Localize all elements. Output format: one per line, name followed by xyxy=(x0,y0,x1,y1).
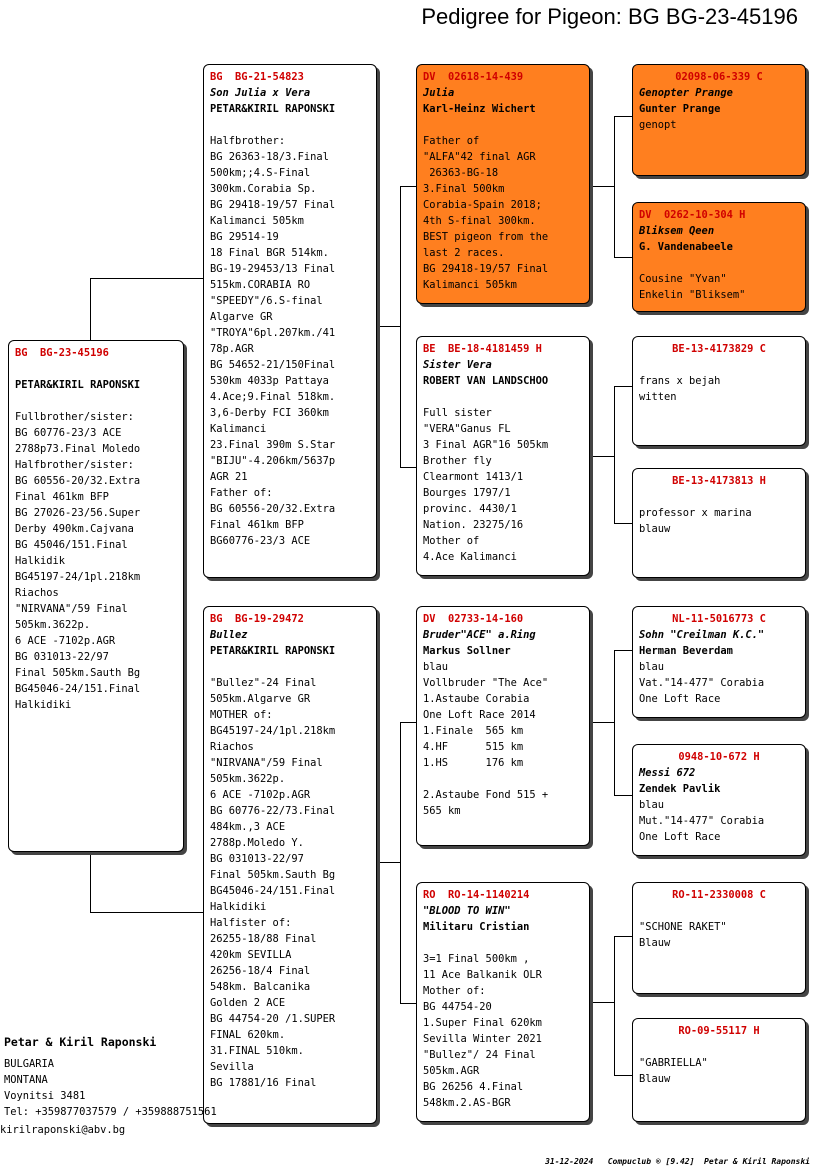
note-line: 26255-18/88 Final xyxy=(210,933,317,945)
note-line: 4th S-final 300km. xyxy=(423,215,536,227)
page-title: Pedigree for Pigeon: BG BG-23-45196 xyxy=(421,4,798,29)
connector xyxy=(590,1002,614,1003)
connector xyxy=(590,722,614,723)
note-line: BG45197-24/1pl.218km xyxy=(210,725,336,737)
note-line: professor x marina xyxy=(639,507,752,519)
breeder-region: MONTANA xyxy=(4,1074,48,1086)
connector xyxy=(614,650,633,796)
note-line: Mother of: xyxy=(423,985,486,997)
sire-sire-sire-ring: 02098-06-339 C xyxy=(675,71,763,83)
note-line: BG 60556-20/32.Extra xyxy=(15,475,141,487)
note-line: 78p.AGR xyxy=(210,343,254,355)
sire-name: Son Julia x Vera xyxy=(210,87,311,99)
note-line: Mother of xyxy=(423,535,480,547)
note-line: blau xyxy=(639,661,665,673)
note-line: 6 ACE -7102p.AGR xyxy=(210,789,311,801)
dam-sire-dam-owner: Zendek Pavlik xyxy=(639,783,721,795)
note-line: Halkidiki xyxy=(15,699,72,711)
sire-card[interactable] xyxy=(203,64,377,578)
note-line: frans x bejah xyxy=(639,375,721,387)
dam-sire-ring: DV 02733-14-160 xyxy=(423,613,524,625)
dam-dam-ring: RO RO-14-1140214 xyxy=(423,889,530,901)
note-line: 500km;;4.S-Final xyxy=(210,167,311,179)
breeder-country: BULGARIA xyxy=(4,1058,55,1070)
note-line: 505km.3622p. xyxy=(210,773,286,785)
note-line xyxy=(423,935,583,951)
note-line: BG60776-23/3 ACE xyxy=(210,535,311,547)
sire-dam-dam-notes xyxy=(639,489,799,537)
dam-dam-sire-card[interactable] xyxy=(632,882,806,994)
dam-sire-card[interactable] xyxy=(416,606,590,846)
note-line: Vollbruder "The Ace" xyxy=(423,677,549,689)
connector xyxy=(614,116,633,258)
note-line: MOTHER of: xyxy=(210,709,273,721)
note-line: 1.Super Final 620km xyxy=(423,1017,542,1029)
breeder-email-wrap xyxy=(0,1122,125,1138)
sire-dam-ring: BE BE-18-4181459 H xyxy=(423,343,542,355)
note-line: One Loft Race xyxy=(639,831,721,843)
note-line: Final 505km.Sauth Bg xyxy=(210,869,336,881)
note-line: BG45046-24/151.Final xyxy=(210,885,336,897)
sire-dam-owner: ROBERT VAN LANDSCHOO xyxy=(423,375,549,387)
note-line: BG 031013-22/97 xyxy=(15,651,109,663)
note-line: "SPEEDY"/6.S-final xyxy=(210,295,323,307)
note-line: blauw xyxy=(639,523,671,535)
dam-dam-sire-notes xyxy=(639,903,799,951)
connector xyxy=(90,278,205,343)
sire-dam-sire-card[interactable] xyxy=(632,336,806,446)
note-line: Brother fly xyxy=(423,455,492,467)
connector xyxy=(90,852,205,913)
note-line: blau xyxy=(423,661,449,673)
note-line: BEST pigeon from the xyxy=(423,231,549,243)
dam-dam-name: "BLOOD TO WIN" xyxy=(423,905,511,917)
note-line: 3,6-Derby FCI 360km xyxy=(210,407,329,419)
sire-sire-ring: DV 02618-14-439 xyxy=(423,71,524,83)
note-line: 26363-BG-18 xyxy=(423,167,499,179)
note-line: Sevilla Winter 2021 xyxy=(423,1033,542,1045)
breeder-info xyxy=(4,1034,217,1120)
note-line: 2788p73.Final Moledo xyxy=(15,443,141,455)
note-line: 420km SEVILLA xyxy=(210,949,292,961)
dam-sire-sire-name: Sohn "Creilman K.C." xyxy=(639,629,765,641)
note-line: Riachos xyxy=(15,587,59,599)
note-line: Final 461km BFP xyxy=(210,519,304,531)
note-line: 4.HF 515 km xyxy=(423,741,524,753)
note-line: BG 26256 4.Final xyxy=(423,1081,524,1093)
sire-ring: BG BG-21-54823 xyxy=(210,71,304,83)
note-line: Fullbrother/sister: xyxy=(15,411,134,423)
note-line xyxy=(639,1039,799,1055)
note-line: Cousine "Yvan" xyxy=(639,273,727,285)
dam-sire-dam-notes xyxy=(639,797,799,845)
note-line: "SCHONE RAKET" xyxy=(639,921,727,933)
note-line xyxy=(639,255,799,271)
subject-owner: PETAR&KIRIL RAPONSKI xyxy=(15,379,141,391)
connector xyxy=(614,936,633,1076)
note-line: 23.Final 390m S.Star xyxy=(210,439,336,451)
note-line: Halkidiki xyxy=(210,901,267,913)
note-line: Corabia-Spain 2018; xyxy=(423,199,542,211)
note-line: "Bullez"/ 24 Final xyxy=(423,1049,536,1061)
note-line: Golden 2 ACE xyxy=(210,997,286,1009)
note-line: 18 Final BGR 514km. xyxy=(210,247,329,259)
sire-sire-sire-name: Genopter Prange xyxy=(639,87,733,99)
note-line: BG 26363-18/3.Final xyxy=(210,151,329,163)
note-line: BG45197-24/1pl.218km xyxy=(15,571,141,583)
note-line: last 2 races. xyxy=(423,247,505,259)
note-line: BG45046-24/151.Final xyxy=(15,683,141,695)
note-line: 505km.3622p. xyxy=(15,619,91,631)
dam-dam-dam-card[interactable] xyxy=(632,1018,806,1122)
sire-dam-dam-card[interactable] xyxy=(632,468,806,578)
note-line: Algarve GR xyxy=(210,311,273,323)
connector xyxy=(590,456,614,457)
dam-name: Bullez xyxy=(210,629,248,641)
sire-notes xyxy=(210,117,370,549)
note-line: BG 44754-20 /1.SUPER xyxy=(210,1013,336,1025)
dam-card[interactable] xyxy=(203,606,377,1124)
note-line: Final 461km BFP xyxy=(15,491,109,503)
note-line: "BIJU"-4.206km/5637p xyxy=(210,455,336,467)
note-line: 3 Final AGR"16 505km xyxy=(423,439,549,451)
sire-sire-dam-name: Bliksem Qeen xyxy=(639,225,715,237)
dam-owner: PETAR&KIRIL RAPONSKI xyxy=(210,645,336,657)
note-line xyxy=(639,903,799,919)
breeder-email[interactable]: kirilraponski@abv.bg xyxy=(0,1124,126,1136)
sire-sire-dam-card[interactable] xyxy=(632,202,806,312)
note-line: Nation. 23275/16 xyxy=(423,519,524,531)
sire-dam-sire-notes xyxy=(639,357,799,405)
note-line: BG 031013-22/97 xyxy=(210,853,304,865)
subject-ring: BG BG-23-45196 xyxy=(15,347,109,359)
note-line: 548km.2.AS-BGR xyxy=(423,1097,511,1109)
connector xyxy=(376,326,400,327)
note-line: 3=1 Final 500km , xyxy=(423,953,530,965)
sire-dam-dam-ring: BE-13-4173813 H xyxy=(672,475,766,487)
connector xyxy=(400,186,417,468)
note-line: Riachos xyxy=(210,741,254,753)
dam-ring: BG BG-19-29472 xyxy=(210,613,304,625)
dam-sire-dam-name: Messi 672 xyxy=(639,767,696,779)
dam-dam-owner: Militaru Cristian xyxy=(423,921,530,933)
note-line xyxy=(15,393,177,409)
dam-sire-notes xyxy=(423,659,583,819)
sire-sire-card[interactable] xyxy=(416,64,590,304)
note-line: "NIRVANA"/59 Final xyxy=(15,603,128,615)
connector xyxy=(614,386,633,524)
note-line: Father of xyxy=(423,135,480,147)
dam-sire-sire-owner: Herman Beverdam xyxy=(639,645,733,657)
note-line: "ALFA"42 final AGR xyxy=(423,151,536,163)
note-line: 1.HS 176 km xyxy=(423,757,524,769)
note-line: genopt xyxy=(639,119,677,131)
breeder-phone: Tel: +359877037579 / +359888751561 xyxy=(4,1106,217,1118)
note-line: "Bullez"-24 Final xyxy=(210,677,317,689)
note-line: Clearmont 1413/1 xyxy=(423,471,524,483)
note-line: Kalimanci 505km xyxy=(210,215,304,227)
note-line: Kalimanci xyxy=(210,423,267,435)
note-line: 3.Final 500km xyxy=(423,183,505,195)
note-line: BG 60776-23/3 ACE xyxy=(15,427,122,439)
note-line: 31.FINAL 510km. xyxy=(210,1045,304,1057)
note-line: 2.Astaube Fond 515 + xyxy=(423,789,549,801)
dam-sire-name: Bruder"ACE" a.Ring xyxy=(423,629,536,641)
connector xyxy=(376,862,400,863)
note-line: 1.Finale 565 km xyxy=(423,725,524,737)
subject-card[interactable] xyxy=(8,340,184,852)
dam-dam-card[interactable] xyxy=(416,882,590,1122)
note-line xyxy=(423,117,583,133)
dam-sire-owner: Markus Sollner xyxy=(423,645,511,657)
sire-sire-notes xyxy=(423,117,583,293)
note-line: 548km. Balcanika xyxy=(210,981,311,993)
note-line: 4.Ace Kalimanci xyxy=(423,551,517,563)
note-line: Halfister of: xyxy=(210,917,292,929)
note-line: 300km.Corabia Sp. xyxy=(210,183,317,195)
dam-dam-notes xyxy=(423,935,583,1111)
dam-sire-dam-ring: 0948-10-672 H xyxy=(678,751,760,763)
sire-sire-dam-notes xyxy=(639,255,799,303)
note-line: Blauw xyxy=(639,937,671,949)
note-line: provinc. 4430/1 xyxy=(423,503,517,515)
note-line: BG 29514-19 xyxy=(210,231,279,243)
dam-sire-dam-card[interactable] xyxy=(632,744,806,856)
sire-sire-name: Julia xyxy=(423,87,455,99)
note-line: Father of: xyxy=(210,487,273,499)
sire-dam-name: Sister Vera xyxy=(423,359,492,371)
sire-sire-sire-card[interactable] xyxy=(632,64,806,176)
connector xyxy=(590,186,614,187)
note-line: Kalimanci 505km xyxy=(423,279,517,291)
note-line: BG 54652-21/150Final xyxy=(210,359,336,371)
note-line: Halfbrother: xyxy=(210,135,286,147)
breeder-city: Voynitsi 3481 xyxy=(4,1090,86,1102)
note-line: Final 505km.Sauth Bg xyxy=(15,667,141,679)
dam-sire-sire-card[interactable] xyxy=(632,606,806,718)
note-line xyxy=(423,389,583,405)
note-line: 26256-18/4 Final xyxy=(210,965,311,977)
sire-sire-owner: Karl-Heinz Wichert xyxy=(423,103,536,115)
note-line: BG 17881/16 Final xyxy=(210,1077,317,1089)
dam-dam-sire-ring: RO-11-2330008 C xyxy=(672,889,766,901)
note-line: "VERA"Ganus FL xyxy=(423,423,511,435)
note-line: BG 45046/151.Final xyxy=(15,539,128,551)
note-line: 515km.CORABIA RO xyxy=(210,279,311,291)
note-line: One Loft Race 2014 xyxy=(423,709,536,721)
dam-notes xyxy=(210,659,370,1091)
note-line: BG 44754-20 xyxy=(423,1001,492,1013)
note-line xyxy=(639,357,799,373)
sire-dam-card[interactable] xyxy=(416,336,590,576)
note-line: BG 60556-20/32.Extra xyxy=(210,503,336,515)
note-line: BG 29418-19/57 Final xyxy=(210,199,336,211)
note-line: FINAL 620km. xyxy=(210,1029,286,1041)
note-line: BG 60776-22/73.Final xyxy=(210,805,336,817)
note-line: 505km.Algarve GR xyxy=(210,693,311,705)
note-line: Full sister xyxy=(423,407,492,419)
sire-owner: PETAR&KIRIL RAPONSKI xyxy=(210,103,336,115)
sire-sire-dam-owner: G. Vandenabeele xyxy=(639,241,733,253)
note-line: Mut."14-477" Corabia xyxy=(639,815,765,827)
software-stamp: 31-12-2024 Compuclub ® [9.42] Petar & Kiril Raponski xyxy=(545,1157,810,1166)
note-line: BG 29418-19/57 Final xyxy=(423,263,549,275)
sire-sire-sire-owner: Gunter Prange xyxy=(639,103,721,115)
note-line: 2788p.Moledo Y. xyxy=(210,837,304,849)
sire-dam-notes xyxy=(423,389,583,565)
note-line: "TROYA"6pl.207km./41 xyxy=(210,327,336,339)
note-line xyxy=(210,659,370,675)
note-line: Vat."14-477" Corabia xyxy=(639,677,765,689)
note-line: 11 Ace Balkanik OLR xyxy=(423,969,542,981)
dam-sire-sire-notes xyxy=(639,659,799,707)
subject-notes xyxy=(15,393,177,713)
note-line: BG 27026-23/56.Super xyxy=(15,507,141,519)
sire-dam-sire-ring: BE-13-4173829 C xyxy=(672,343,766,355)
note-line: Derby 490km.Cajvana xyxy=(15,523,134,535)
note-line: 505km.AGR xyxy=(423,1065,480,1077)
note-line: 565 km xyxy=(423,805,461,817)
sire-sire-sire-notes xyxy=(639,117,799,133)
note-line xyxy=(423,771,583,787)
note-line: 6 ACE -7102p.AGR xyxy=(15,635,116,647)
note-line: Blauw xyxy=(639,1073,671,1085)
breeder-name: Petar & Kiril Raponski xyxy=(4,1035,157,1049)
note-line: witten xyxy=(639,391,677,403)
dam-sire-sire-ring: NL-11-5016773 C xyxy=(672,613,766,625)
note-line: Halfbrother/sister: xyxy=(15,459,134,471)
note-line: Enkelin "Bliksem" xyxy=(639,289,746,301)
note-line: blau xyxy=(639,799,665,811)
connector xyxy=(400,722,417,1004)
dam-dam-dam-ring: RO-09-55117 H xyxy=(678,1025,760,1037)
note-line: One Loft Race xyxy=(639,693,721,705)
sire-sire-dam-ring: DV 0262-10-304 H xyxy=(639,209,746,221)
note-line: 530km 4033p Pattaya xyxy=(210,375,329,387)
note-line xyxy=(210,117,370,133)
note-line: BG-19-29453/13 Final xyxy=(210,263,336,275)
note-line xyxy=(639,489,799,505)
note-line: AGR 21 xyxy=(210,471,248,483)
note-line: Sevilla xyxy=(210,1061,254,1073)
note-line: 484km.,3 ACE xyxy=(210,821,286,833)
note-line: Bourges 1797/1 xyxy=(423,487,511,499)
note-line: 1.Astaube Corabia xyxy=(423,693,530,705)
note-line: "GABRIELLA" xyxy=(639,1057,708,1069)
note-line: 4.Ace;9.Final 518km. xyxy=(210,391,336,403)
note-line: Halkidik xyxy=(15,555,66,567)
dam-dam-dam-notes xyxy=(639,1039,799,1087)
note-line: "NIRVANA"/59 Final xyxy=(210,757,323,769)
